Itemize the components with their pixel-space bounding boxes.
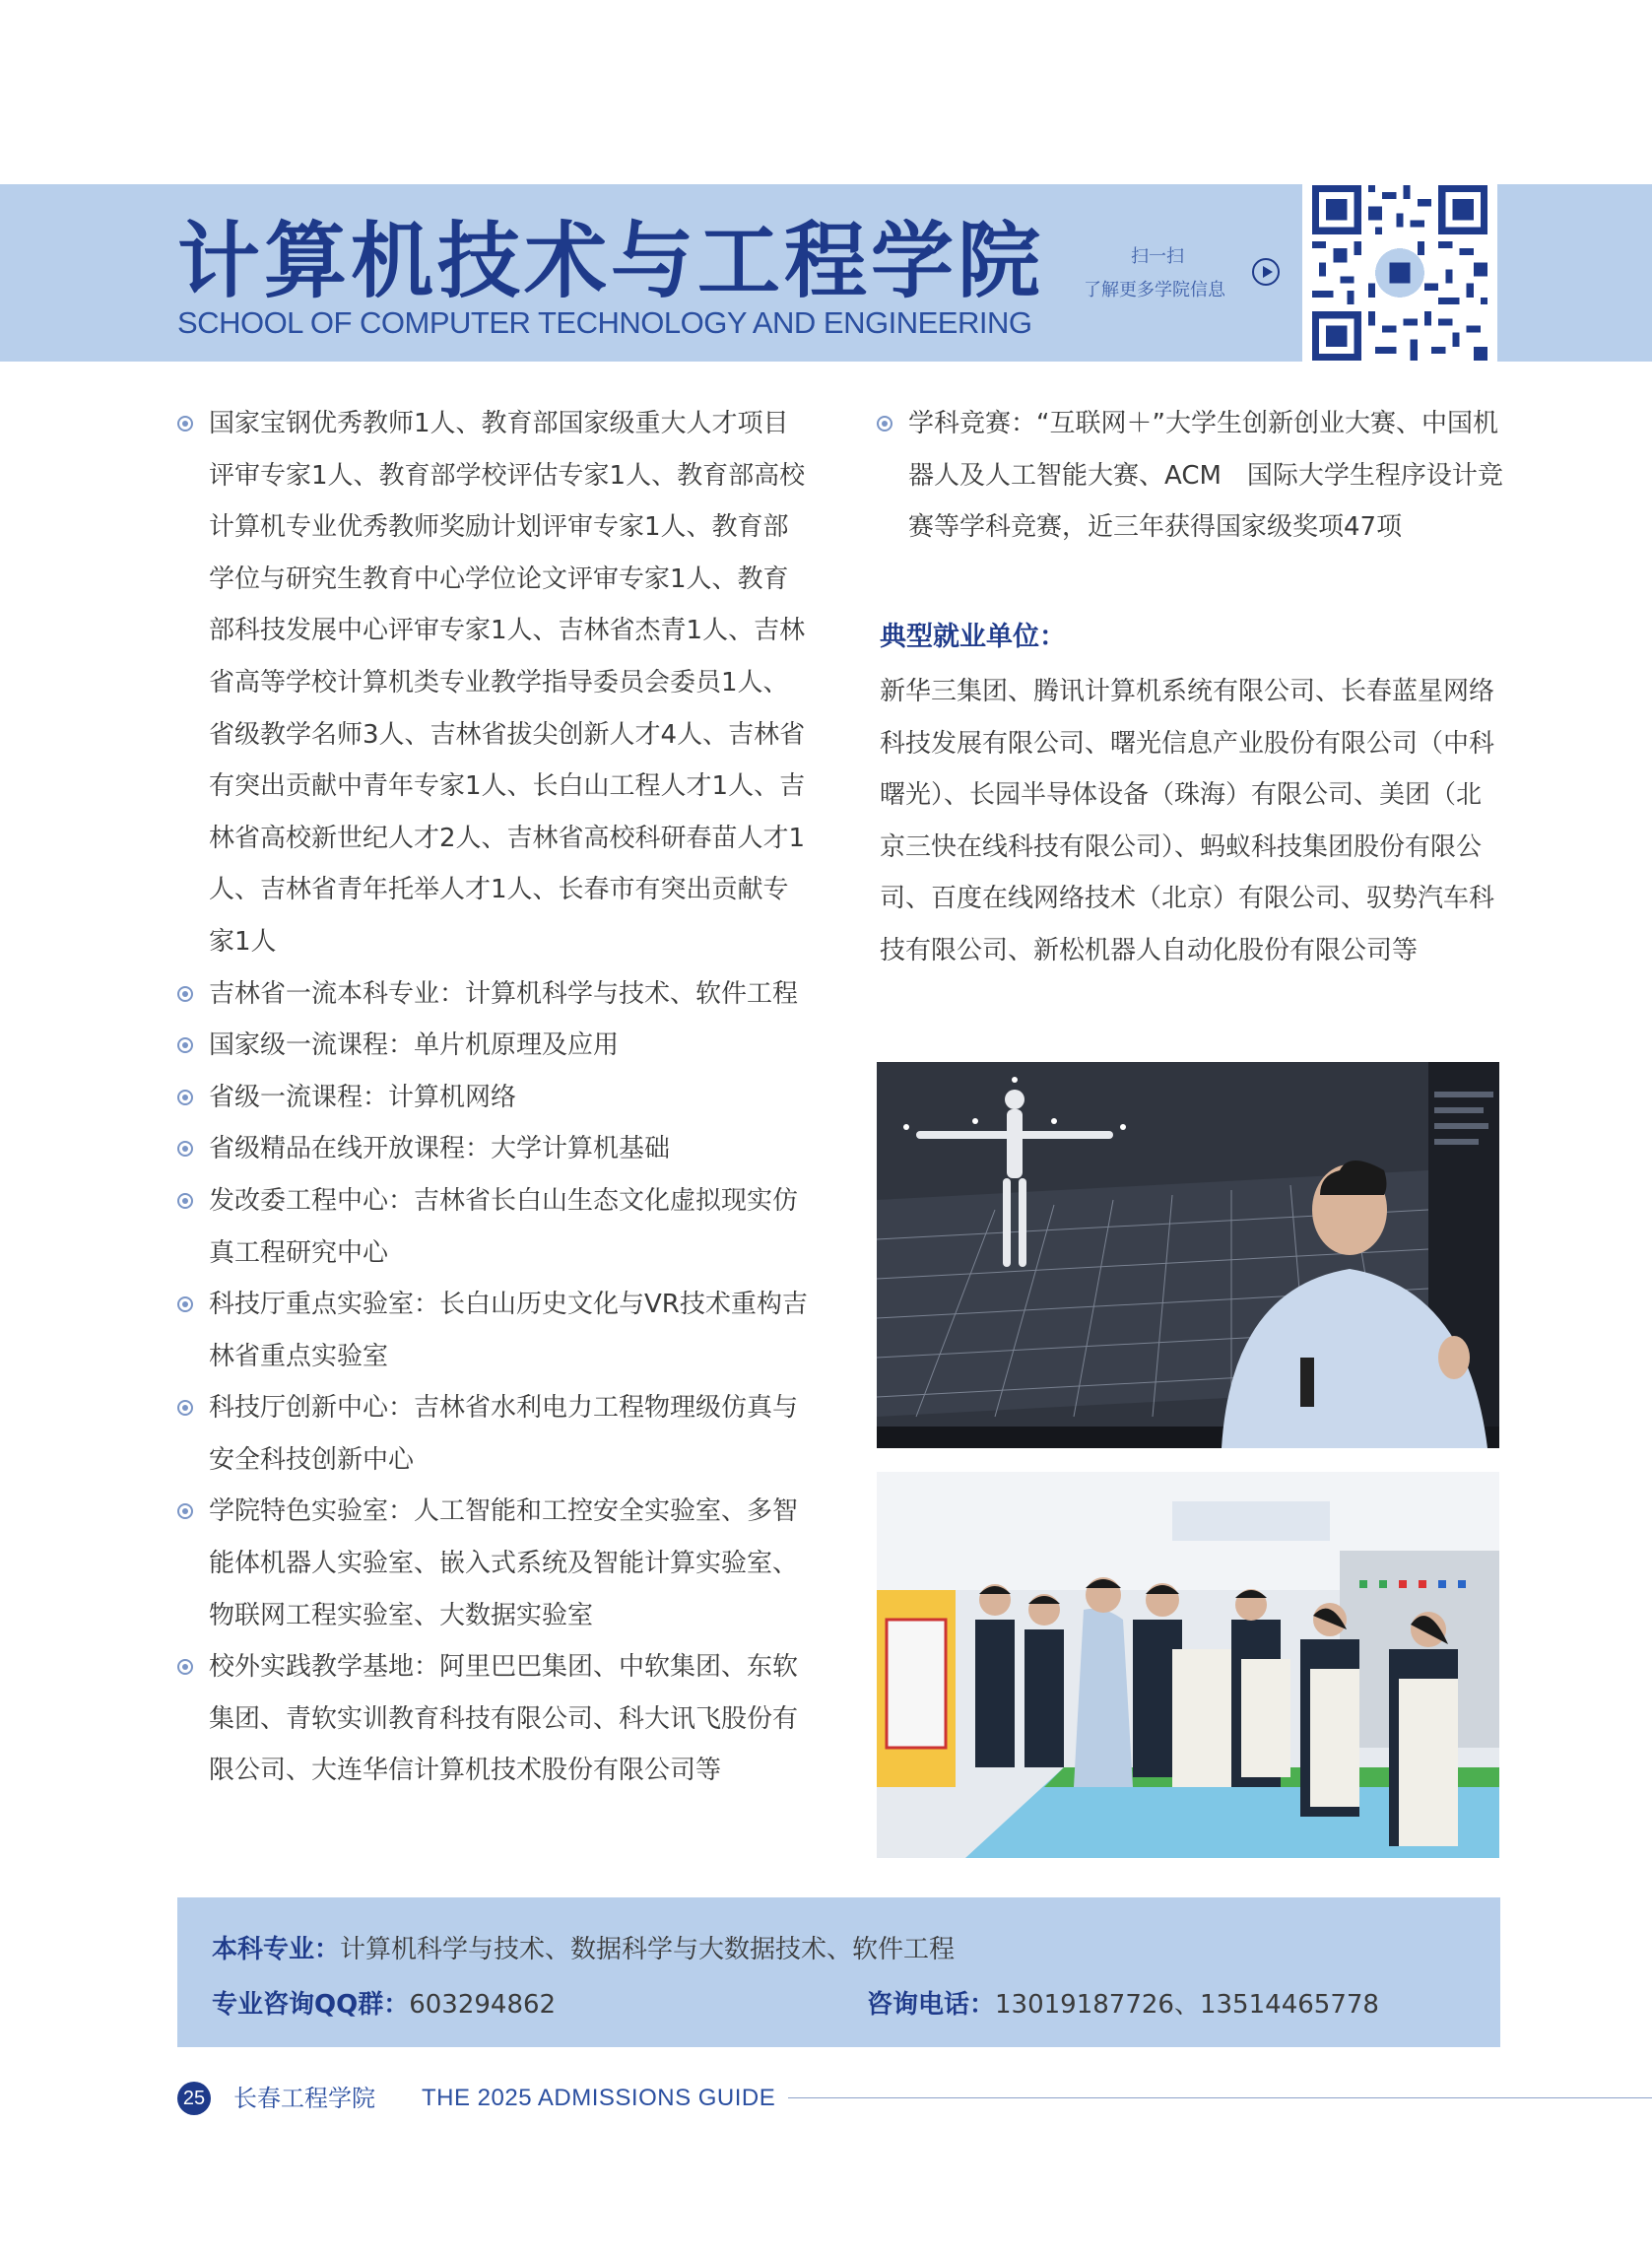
bullet-icon bbox=[877, 416, 892, 431]
contact-info-box bbox=[177, 1897, 1500, 2047]
bullet-icon bbox=[177, 416, 193, 431]
footer-guide-title: THE 2025 ADMISSIONS GUIDE bbox=[422, 2085, 776, 2111]
achievements-list bbox=[177, 398, 808, 1797]
list-item: 校外实践教学基地：阿里巴巴集团、中软集团、东软集团、青软实训教育科技有限公司、科大讯飞股份有限公司、大连华信计算机技术股份有限公司等 bbox=[177, 1641, 808, 1797]
phone-label: 咨询电话： bbox=[867, 1990, 996, 2020]
footer-school-name: 长春工程学院 bbox=[233, 2085, 375, 2112]
qr-code[interactable] bbox=[1302, 177, 1497, 368]
majors-label: 本科专业： bbox=[212, 1935, 341, 1964]
play-icon bbox=[1252, 258, 1280, 286]
page-subtitle: SCHOOL OF COMPUTER TECHNOLOGY AND ENGINEERING bbox=[177, 305, 1032, 340]
majors-value: 计算机科学与技术、数据科学与大数据技术、软件工程 bbox=[340, 1935, 956, 1964]
phone-value[interactable]: 13019187726、13514465778 bbox=[995, 1990, 1379, 2020]
list-item: 国家宝钢优秀教师1人、教育部国家级重大人才项目评审专家1人、教育部学校评估专家1人、教育部高校计算机专业优秀教师奖励计划评审专家1人、教育部学位与研究生教育中心学位论文评审专家1人、教育部科技发展中心评审专家1人、吉林省杰青1人、吉林省高等学校计算机类专业教学指导委员会委员1人、省级教学名师3人、吉林省拔尖创新人才4人、吉林省有突出贡献中青年专家1人、长白山工程人才1人、吉林省高校新世纪人才2人、吉林省高校科研春苗人才1人、吉林省青年托举人才1人、长春市有突出贡献专家1人 bbox=[177, 398, 808, 968]
employers-heading: 典型就业单位： bbox=[880, 622, 1066, 652]
qq-value[interactable]: 603294862 bbox=[409, 1990, 557, 2020]
motion-capture-photo bbox=[877, 1062, 1499, 1448]
bullet-icon bbox=[177, 986, 193, 1002]
competition-list bbox=[877, 398, 1507, 554]
qq-row bbox=[212, 1984, 556, 2021]
list-item: 国家级一流课程：单片机原理及应用 bbox=[177, 1020, 808, 1072]
qq-label: 专业咨询QQ群： bbox=[212, 1990, 410, 2020]
lab-visit-photo bbox=[877, 1472, 1499, 1858]
bullet-icon bbox=[177, 1296, 193, 1312]
list-item: 学科竞赛：“互联网＋”大学生创新创业大赛、中国机器人及人工智能大赛、ACM 国际大学生程序设计竞赛等学科竞赛，近三年获得国家级奖项47项 bbox=[877, 398, 1507, 554]
bullet-icon bbox=[177, 1400, 193, 1416]
list-item: 省级一流课程：计算机网络 bbox=[177, 1072, 808, 1124]
list-item: 科技厅创新中心：吉林省水利电力工程物理级仿真与安全科技创新中心 bbox=[177, 1382, 808, 1486]
employers-text: 新华三集团、腾讯计算机系统有限公司、长春蓝星网络科技发展有限公司、曙光信息产业股份有限公司（中科曙光）、长园半导体设备（珠海）有限公司、美团（北京三快在线科技有限公司）、蚂蚁科技集团股份有限公司、百度在线网络技术（北京）有限公司、驭势汽车科技有限公司、新松机器人自动化股份有限公司等 bbox=[880, 677, 1495, 965]
bullet-icon bbox=[177, 1141, 193, 1157]
list-item: 学院特色实验室：人工智能和工控安全实验室、多智能体机器人实验室、嵌入式系统及智能计算实验室、物联网工程实验室、大数据实验室 bbox=[177, 1486, 808, 1641]
bullet-icon bbox=[177, 1037, 193, 1053]
scan-description: 了解更多学院信息 bbox=[1084, 280, 1225, 300]
majors-row bbox=[212, 1929, 955, 1965]
page-number: 25 bbox=[177, 2082, 211, 2115]
scan-label: 扫一扫 bbox=[1131, 246, 1184, 267]
list-item: 科技厅重点实验室：长白山历史文化与VR技术重构吉林省重点实验室 bbox=[177, 1279, 808, 1382]
list-item: 省级精品在线开放课程：大学计算机基础 bbox=[177, 1123, 808, 1175]
bullet-icon bbox=[177, 1193, 193, 1209]
footer-divider bbox=[788, 2097, 1652, 2098]
list-item: 吉林省一流本科专业：计算机科学与技术、软件工程 bbox=[177, 968, 808, 1021]
qr-code-icon bbox=[1310, 185, 1489, 361]
phone-row bbox=[867, 1984, 1379, 2021]
list-item: 发改委工程中心：吉林省长白山生态文化虚拟现实仿真工程研究中心 bbox=[177, 1175, 808, 1279]
bullet-icon bbox=[177, 1503, 193, 1519]
bullet-icon bbox=[177, 1090, 193, 1105]
page-title: 计算机技术与工程学院 bbox=[177, 212, 1045, 309]
bullet-icon bbox=[177, 1659, 193, 1675]
